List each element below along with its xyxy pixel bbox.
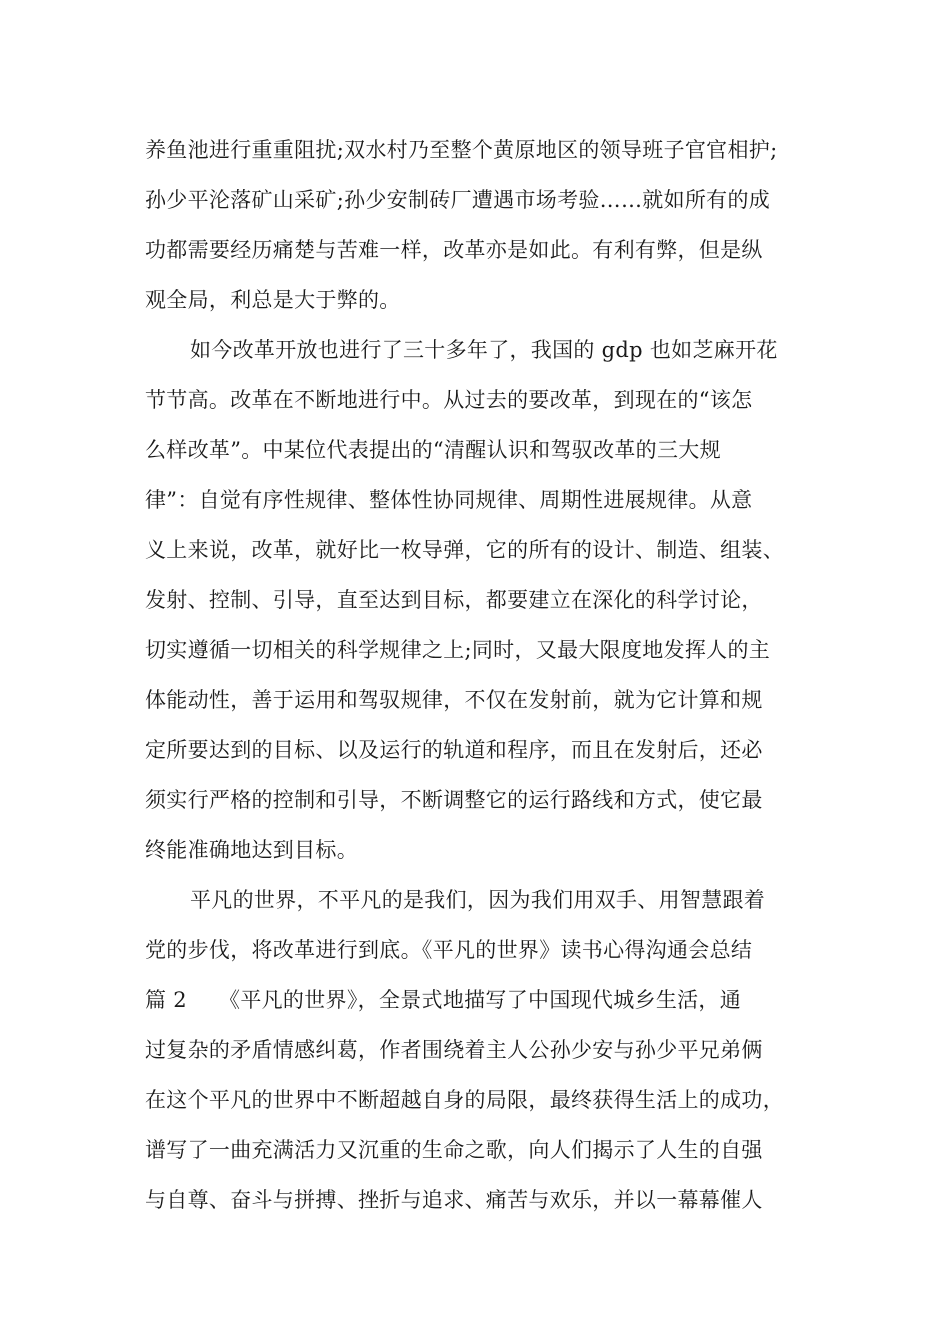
text-line: 功都需要经历痛楚与苦难一样，改革亦是如此。有利有弊，但是纵 — [145, 238, 763, 262]
text-line: 观全局，利总是大于弊的。 — [145, 288, 401, 312]
text-line: 养鱼池进行重重阻扰;双水村乃至整个黄原地区的领导班子官官相护; — [145, 138, 778, 162]
text-line: 终能准确地达到目标。 — [145, 838, 358, 862]
text-line: 义上来说，改革，就好比一枚导弹，它的所有的设计、制造、组装、 — [145, 538, 784, 562]
document-body — [145, 125, 825, 1225]
text-line: 么样改革”。中某位代表提出的“清醒认识和驾驭改革的三大规 — [145, 438, 721, 462]
text-line: 与自尊、奋斗与拼搏、挫折与追求、痛苦与欢乐，并以一幕幕催人 — [145, 1188, 763, 1212]
text-line: 孙少平沦落矿山采矿;孙少安制砖厂遭遇市场考验……就如所有的成 — [145, 188, 771, 212]
text-line: 在这个平凡的世界中不断超越自身的局限，最终获得生活上的成功， — [145, 1088, 784, 1112]
text-line: 篇 2 《平凡的世界》，全景式地描写了中国现代城乡生活，通 — [145, 988, 742, 1012]
text-line: 如今改革开放也进行了三十多年了，我国的 gdp 也如芝麻开花 — [190, 338, 778, 362]
text-line: 体能动性，善于运用和驾驭规律，不仅在发射前，就为它计算和规 — [145, 688, 763, 712]
text-line: 切实遵循一切相关的科学规律之上;同时，又最大限度地发挥人的主 — [145, 638, 771, 662]
text-line: 发射、控制、引导，直至达到目标，都要建立在深化的科学讨论， — [145, 588, 763, 612]
text-line: 节节高。改革在不断地进行中。从过去的要改革，到现在的“该怎 — [145, 388, 753, 412]
text-line: 过复杂的矛盾情感纠葛，作者围绕着主人公孙少安与孙少平兄弟俩 — [145, 1038, 763, 1062]
text-line: 谱写了一曲充满活力又沉重的生命之歌，向人们揭示了人生的自强 — [145, 1138, 763, 1162]
text-line: 平凡的世界，不平凡的是我们，因为我们用双手、用智慧跟着 — [190, 888, 766, 912]
text-line: 党的步伐，将改革进行到底。《平凡的世界》读书心得沟通会总结 — [145, 938, 753, 962]
text-line: 律”：自觉有序性规律、整体性协同规律、周期性进展规律。从意 — [145, 488, 753, 512]
text-line: 须实行严格的控制和引导，不断调整它的运行路线和方式，使它最 — [145, 788, 763, 812]
text-line: 定所要达到的目标、以及运行的轨道和程序，而且在发射后，还必 — [145, 738, 763, 762]
